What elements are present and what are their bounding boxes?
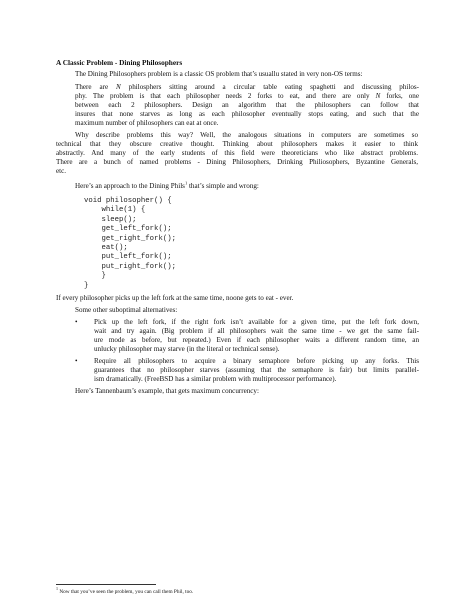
bullet-marker: • bbox=[75, 318, 78, 326]
why-line-3: abstractly. And many of the early students of this field were theoreticians who like abstract problems. bbox=[56, 149, 418, 157]
problem-line-2: phy. The problem is that each philosopher needs 2 forks to eat, and there are only N forks, one bbox=[75, 92, 419, 100]
why-line-5: etc. bbox=[56, 167, 67, 175]
alternatives-intro-line: Some other suboptimal alternatives: bbox=[75, 306, 178, 314]
code-line: put_right_fork(); bbox=[84, 262, 176, 271]
code-line: put_left_fork(); bbox=[84, 253, 172, 262]
code-line: get_left_fork(); bbox=[84, 225, 172, 234]
alternative-item-1 bbox=[94, 318, 419, 354]
alternative-1-line-3: ure mode as before, but repeated.) Even if each philosopher waits a different random time, an bbox=[94, 336, 419, 344]
alternative-1-line-1: Pick up the left fork, if the right fork isn’t available for a given time, put the left fork down, bbox=[94, 318, 419, 326]
deadlock-paragraph bbox=[56, 294, 293, 303]
code-line: eat(); bbox=[84, 244, 128, 253]
why-line-4: There are a bunch of named problems - Dining Philosophers, Drinking Philiosophers, Byzantine Generals, bbox=[56, 158, 418, 166]
footnote-number: 1 bbox=[56, 586, 58, 592]
alternative-1-line-2: wait and try again. (Big problem if all philosophers wait the same time - we get the same fail- bbox=[94, 327, 419, 335]
problem-statement bbox=[75, 83, 419, 128]
code-line: get_right_fork(); bbox=[84, 234, 176, 243]
problem-line-3: between each 2 philosophers. Design an algorithm that the philosophers can follow that bbox=[75, 101, 419, 109]
problem-line-1: There are N philosphers sitting around a circular table eating spaghetti and discussing philos- bbox=[75, 83, 419, 91]
tanenbaum-paragraph bbox=[75, 387, 259, 396]
intro-line: The Dining Philosophers problem is a classic OS problem that’s usuallu stated in very non-OS terms: bbox=[75, 70, 363, 78]
alternative-2-line-2: guarantees that no philosopher starves (assuming that the semaphore is fair) but limits parallel- bbox=[94, 366, 419, 374]
section-heading: A Classic Problem - Dining Philosophers bbox=[56, 58, 183, 67]
why-line-2: technical that they obscure creative thought. Thinking about philosophers makes it easier to think bbox=[56, 140, 418, 148]
problem-line-4: insures that none starves as long as each philosopher eventually stops eating, and such that the bbox=[75, 110, 419, 118]
footnote bbox=[56, 586, 194, 596]
code-line: } bbox=[84, 281, 89, 290]
tanenbaum-line: Here’s Tannenbaum’s example, that gets maximum concurrency: bbox=[75, 387, 259, 395]
footnote-text: Now that you’ve seen the problem, you can call them Phil, too. bbox=[58, 589, 194, 595]
intro-paragraph bbox=[75, 70, 419, 79]
why-line-1: Why describe problems this way? Well, the analogous situations in computers are sometimes so bbox=[75, 131, 418, 139]
code-line: void philosopher() { bbox=[84, 197, 172, 205]
deadlock-line: If every philosopher picks up the left fork at the same time, noone gets to eat - ever. bbox=[56, 294, 294, 302]
code-block bbox=[84, 197, 176, 291]
approach-line: Here’s an approach to the Dining Phils$^1$ that’s simple and wrong: bbox=[75, 180, 259, 190]
code-line: while(1) { bbox=[84, 206, 146, 215]
code-line: } bbox=[84, 272, 106, 281]
alternatives-intro bbox=[75, 306, 177, 315]
footnote-reference[interactable]: 1 bbox=[184, 180, 188, 186]
footnote-divider bbox=[56, 584, 156, 585]
approach-paragraph bbox=[75, 182, 259, 191]
alternative-2-line-3: ism dramatically. (FreeBSD has a similar problem with multiprocessor performance). bbox=[94, 375, 337, 383]
alternative-item-2 bbox=[94, 357, 419, 384]
why-paragraph bbox=[56, 131, 418, 176]
alternative-2-line-1: Require all philosophers to acquire a binary semaphore before picking up any forks. This bbox=[94, 357, 419, 365]
problem-line-5: maximum number of philosophers can eat at once. bbox=[75, 119, 219, 127]
bullet-marker: • bbox=[75, 357, 78, 365]
alternative-1-line-4: unlucky philosopher may starve (in the literal or technical sense). bbox=[94, 345, 280, 353]
code-line: sleep(); bbox=[84, 215, 137, 224]
